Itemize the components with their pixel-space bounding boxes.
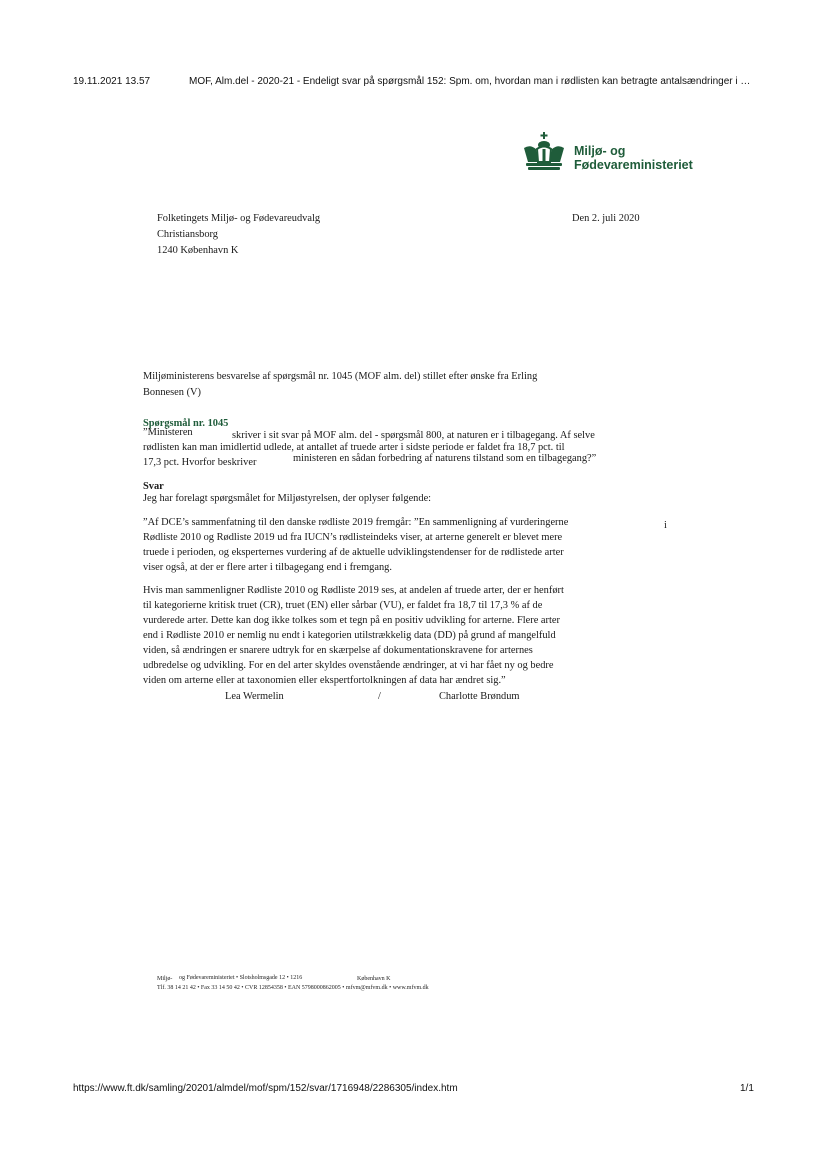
answer-paragraph-2 (143, 583, 613, 688)
answer-heading: Svar (143, 481, 164, 492)
recipient-line1: Folketingets Miljø- og Fødevareudvalg (157, 213, 321, 224)
answer-p2-line: Hvis man sammenligner Rødliste 2010 og Rødliste 2019 ses, at andelen af truede arter, der er henført (143, 585, 564, 596)
answer-p2-line: end i Rødliste 2010 er nemlig nu endt i kategorien utilstrækkelig data (DD) på grund af mangelfuld (143, 630, 556, 641)
question-heading: Spørgsmål nr. 1045 (143, 418, 229, 429)
intro-line2: Bonnesen (V) (143, 387, 202, 398)
answer-p2-line: vurderede arter. Dette kan dog ikke tolkes som et tegn på en positiv udvikling for arterne. Flere arter (143, 615, 560, 626)
question-line3b: ministeren en sådan forbedring af naturens tilstand som en tilbagegang?” (293, 453, 597, 464)
signature-left: Lea Wermelin (225, 691, 284, 702)
answer-p1-line: viser også, at der er flere arter i tilbagegang end i fremgang. (143, 562, 392, 573)
letter-date: Den 2. juli 2020 (572, 213, 640, 224)
crown-icon (520, 132, 568, 172)
logo-line1: Miljø- og (574, 144, 626, 158)
print-page-number: 1/1 (740, 1083, 754, 1094)
question-line1a: ”Ministeren (143, 427, 193, 438)
answer-p1-line: truede i perioden, og eksperternes vurdering af de aktuelle udviklingstendenser for de rødlistede arter (143, 547, 564, 558)
intro-line1: Miljøministerens besvarelse af spørgsmål nr. 1045 (MOF alm. del) stillet efter ønske fra Erling (143, 371, 538, 382)
signature-right: Charlotte Brøndum (439, 691, 520, 702)
answer-line1: Jeg har forelagt spørgsmålet for Miljøstyrelsen, der oplyser følgende: (143, 493, 432, 504)
question-line2: rødlisten kan man imidlertid udlede, at antallet af truede arter i sidste periode er faldet fra 18,7 pct. til (143, 442, 565, 453)
answer-p2-line: viden, så ændringen er snarere udtryk for en skærpelse af dokumentationskravene for arternes (143, 645, 533, 656)
stray-character: i (664, 520, 667, 531)
footer-line1b: og Fødevareministeriet • Slotsholmsgade 12 • 1216 (179, 975, 303, 981)
answer-p2-line: udbredelse og udvikling. For en del arter skyldes ovenstående ændringer, at vi har fået ny og bedre (143, 660, 554, 671)
answer-p2-line: viden om arterne eller at taxonomien eller ekspertfortolkningen af data har ændret sig.” (143, 675, 506, 686)
print-timestamp: 19.11.2021 13.57 (73, 76, 151, 87)
recipient-line3: 1240 København K (157, 245, 239, 256)
answer-paragraph-1 (143, 515, 613, 575)
print-title: MOF, Alm.del - 2020-21 - Endeligt svar på spørgsmål 152: Spm. om, hvordan man i rødlisten kan betragte antalsændringer i … (189, 76, 751, 87)
question-line1b: skriver i sit svar på MOF alm. del - spørgsmål 800, at naturen er i tilbagegang. Af selve (232, 430, 595, 441)
logo-line2: Fødevareministeriet (574, 158, 693, 172)
footer-line2: Tlf. 38 14 21 42 • Fax 33 14 50 42 • CVR 12854358 • EAN 5798000862005 • mfvm@mfvm.dk • www.mfvm.dk (157, 985, 429, 991)
answer-p1-line: ”Af DCE’s sammenfatning til den danske rødliste 2019 fremgår: ”En sammenligning af vurderingerne (143, 517, 569, 528)
answer-p1-line: Rødliste 2010 og Rødliste 2019 ud fra IUCN’s rødlisteindeks viser, at arterne generelt er blevet mere (143, 532, 563, 543)
recipient-line2: Christiansborg (157, 229, 218, 240)
answer-p2-line: til kategorierne kritisk truet (CR), truet (EN) eller sårbar (VU), er faldet fra 18,7 til 17,3 % af de (143, 600, 543, 611)
footer-line1a: Miljø- (157, 976, 173, 982)
footer-line1c: København K (357, 976, 391, 982)
signature-separator: / (378, 691, 381, 702)
question-line3a: 17,3 pct. Hvorfor beskriver (143, 457, 257, 468)
print-url[interactable]: https://www.ft.dk/samling/20201/almdel/mof/spm/152/svar/1716948/2286305/index.htm (73, 1083, 458, 1094)
